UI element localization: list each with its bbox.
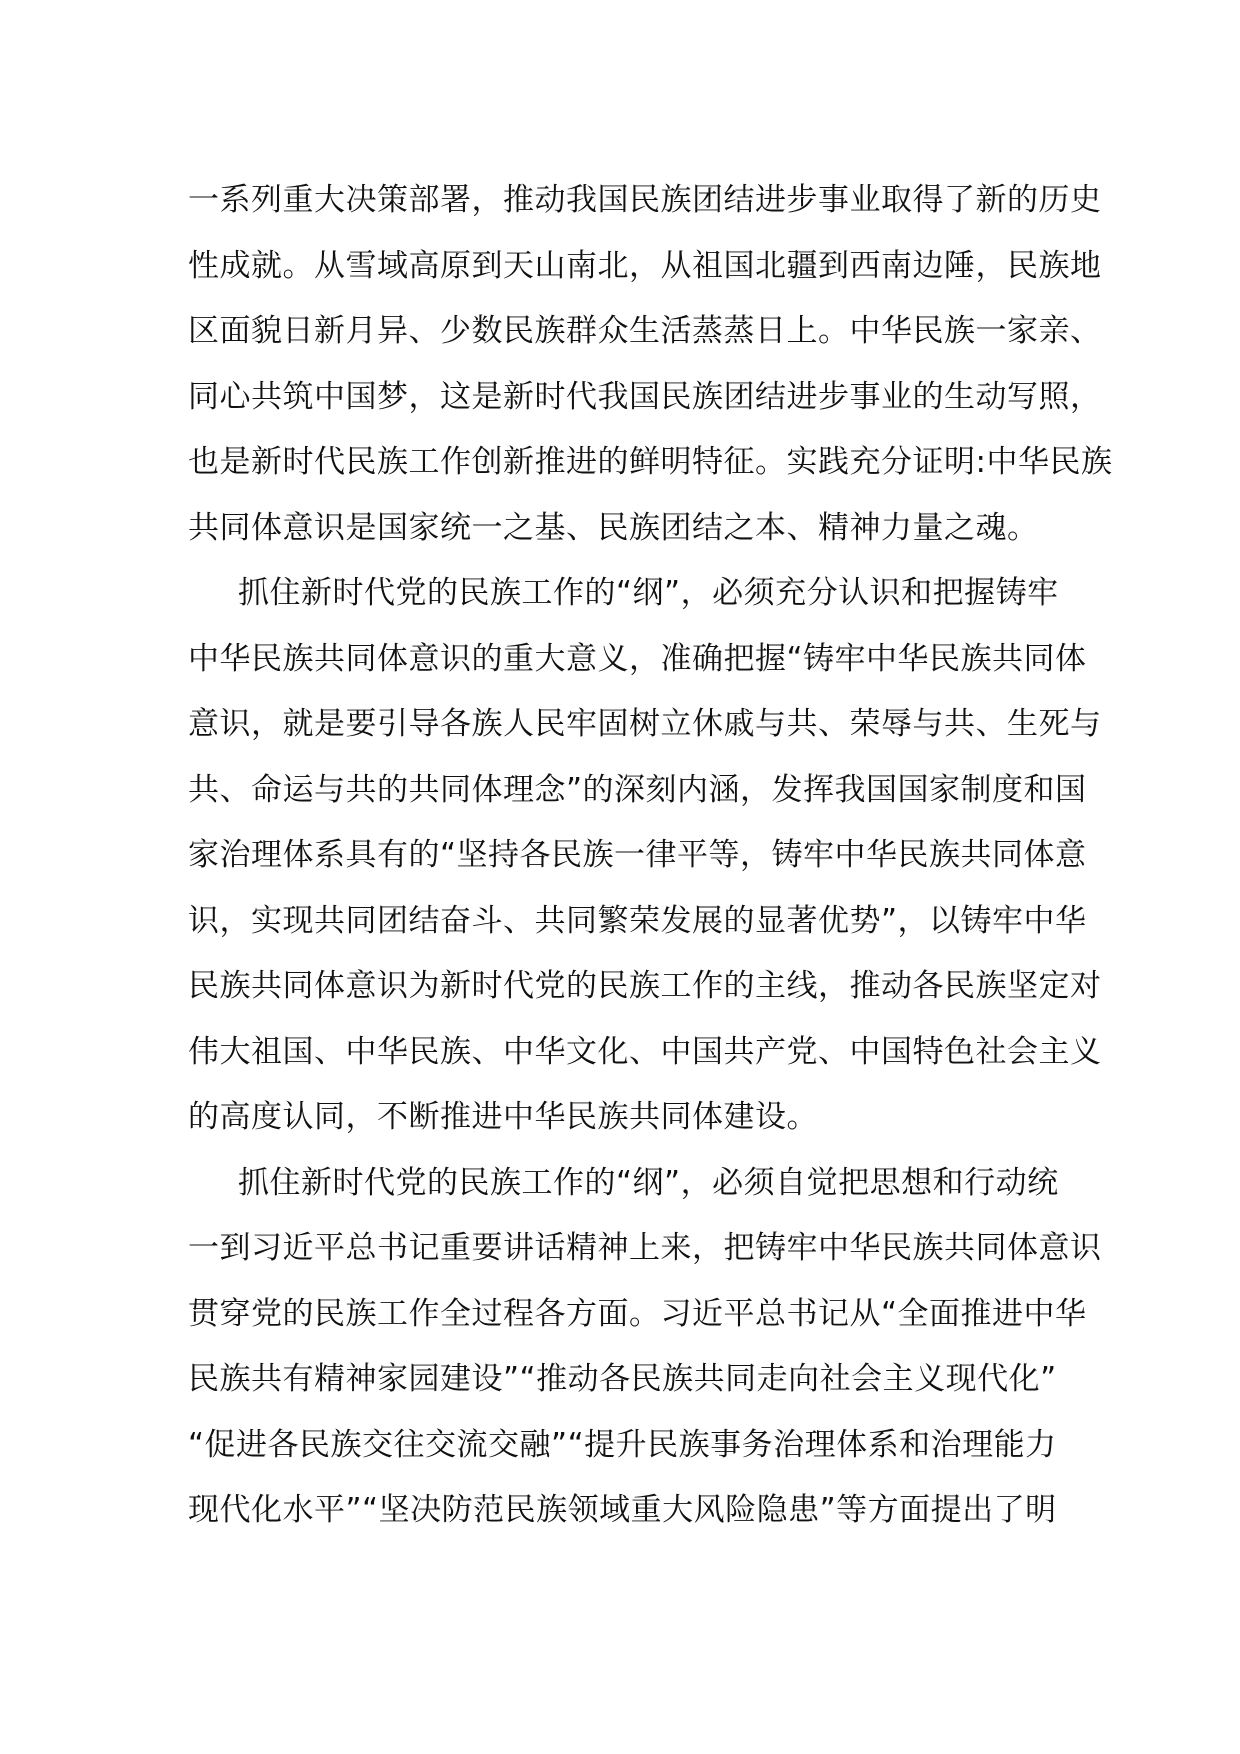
- paragraph-line: 家治理体系具有的“坚持各民族一律平等，铸牢中华民族共同体意: [188, 837, 1087, 873]
- paragraph-1: [188, 168, 1113, 561]
- paragraph-line: 的高度认同，不断推进中华民族共同体建设。: [188, 1099, 818, 1135]
- paragraph-line: 抓住新时代党的民族工作的“纲”，必须自觉把思想和行动统: [238, 1164, 1059, 1201]
- paragraph-line: 也是新时代民族工作创新推进的鲜明特征。实践充分证明:中华民族: [188, 444, 1113, 480]
- paragraph-line: 抓住新时代党的民族工作的“纲”，必须充分认识和把握铸牢: [238, 575, 1059, 611]
- paragraph-2: [188, 561, 1102, 1151]
- paragraph-line: 一到习近平总书记重要讲话精神上来，把铸牢中华民族共同体意识: [188, 1230, 1102, 1266]
- paragraph-3: [188, 1151, 1102, 1544]
- paragraph-line: 中华民族共同体意识的重大意义，准确把握“铸牢中华民族共同体: [188, 640, 1087, 677]
- document-body: [188, 168, 1113, 1544]
- paragraph-line: 意识，就是要引导各族人民牢固树立休戚与共、荣辱与共、生死与: [188, 706, 1102, 742]
- paragraph-line: 一系列重大决策部署，推动我国民族团结进步事业取得了新的历史: [188, 182, 1102, 218]
- paragraph-line: 贯穿党的民族工作全过程各方面。习近平总书记从“全面推进中华: [188, 1295, 1087, 1332]
- paragraph-line: 共同体意识是国家统一之基、民族团结之本、精神力量之魂。: [188, 509, 1039, 546]
- paragraph-line: “促进各民族交往交流交融”“提升民族事务治理体系和治理能力: [188, 1426, 1057, 1463]
- paragraph-line: 区面貌日新月异、少数民族群众生活蒸蒸日上。中华民族一家亲、: [188, 313, 1102, 349]
- paragraph-line: 民族共有精神家园建设”“推动各民族共同走向社会主义现代化”: [188, 1361, 1057, 1397]
- paragraph-line: 伟大祖国、中华民族、中华文化、中国共产党、中国特色社会主义: [188, 1033, 1102, 1070]
- paragraph-line: 共、命运与共的共同体理念”的深刻内涵，发挥我国国家制度和国: [188, 771, 1087, 808]
- paragraph-line: 性成就。从雪域高原到天山南北，从祖国北疆到西南边陲，民族地: [188, 247, 1102, 284]
- paragraph-line: 现代化水平”“坚决防范民族领域重大风险隐患”等方面提出了明: [188, 1492, 1057, 1528]
- paragraph-line: 识，实现共同团结奋斗、共同繁荣发展的显著优势”，以铸牢中华: [188, 902, 1087, 939]
- paragraph-line: 同心共筑中国梦，这是新时代我国民族团结进步事业的生动写照，: [188, 378, 1102, 415]
- paragraph-line: 民族共同体意识为新时代党的民族工作的主线，推动各民族坚定对: [188, 968, 1102, 1004]
